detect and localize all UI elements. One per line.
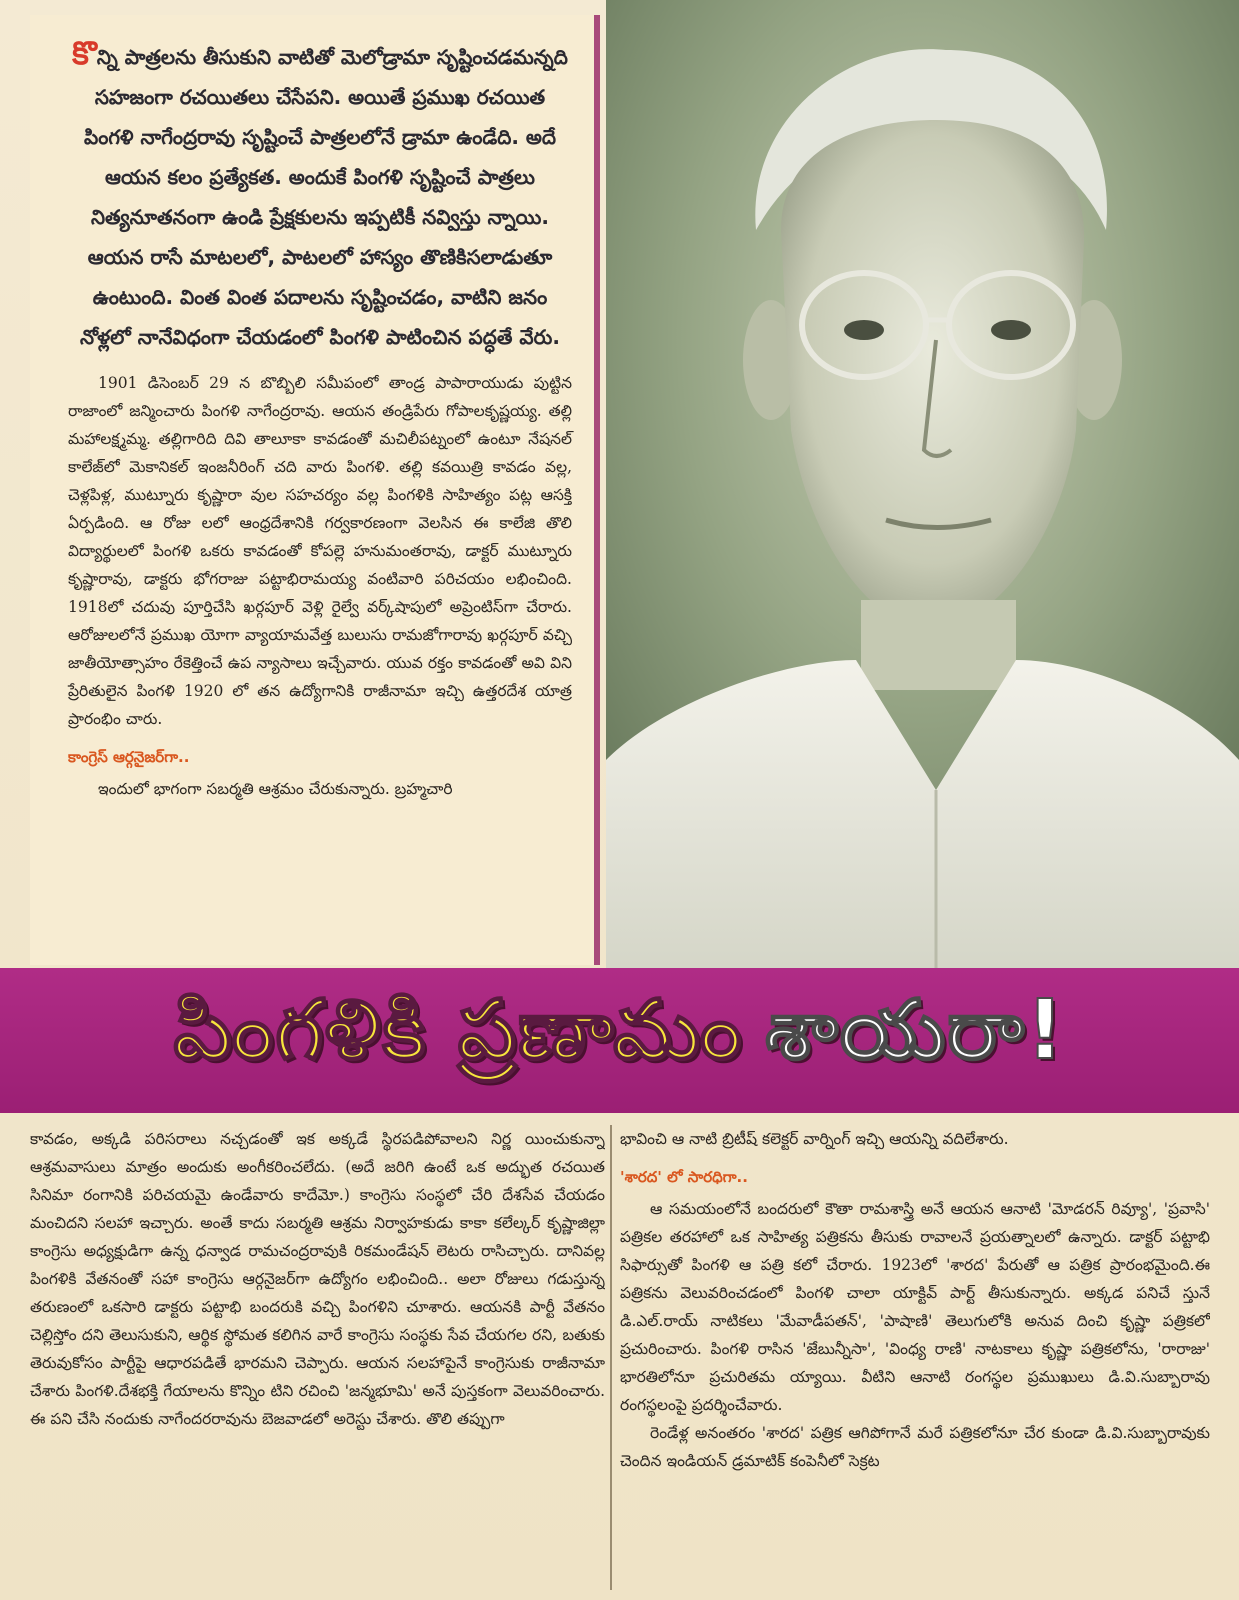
bottom-left-column bbox=[30, 1125, 605, 1595]
title-banner bbox=[0, 968, 1239, 1113]
intro-column bbox=[30, 15, 600, 965]
intro-paragraph-2: ఇందులో భాగంగా సబర్మతి ఆశ్రమం చేరుకున్నారు. బ్రహ్మచారి bbox=[98, 780, 453, 798]
right-column-paragraph-2: రెండేళ్ల అనంతరం 'శారద' పత్రిక ఆగిపోగానే మరే పత్రికలోనూ చేర కుండా డి.వి.సుబ్బారావుకు చెందిన ఇండియన్ డ్రమాటిక్ కంపెనీలో సెక్రట bbox=[620, 1424, 1210, 1470]
column-divider bbox=[610, 1125, 612, 1590]
subhead-congress: కాంగ్రెస్ ఆర్గనైజర్‌గా.. bbox=[68, 748, 190, 766]
left-column-paragraph: కావడం, అక్కడి పరిసరాలు నచ్చడంతో ఇక అక్కడే స్థిరపడిపోవాలని నిర్ణ యించుకున్నా ఆశ్రమవాసులు మాత్రం అందుకు అంగీకరించలేదు. (అదే జరిగి ఉంటే ఒక అద్భుత రచయిత సినిమా రంగానికి పరిచయమై ఉండేవారు కాదేమో.) కాంగ్రెసు సంస్థలో చేరి దేశసేవ చేయడం మంచిదని సలహా ఇచ్చారు. అంతే కాదు సబర్మతి ఆశ్రమ నిర్వాహకుడు కాకా కలేల్కర్ కృష్ణాజిల్లా కాంగ్రెసు అధ్యక్షుడిగా ఉన్న ధన్వాడ రామచంద్రరావుకి రికమండేషన్ లెటరు రాసిచ్చారు. దానివల్ల పింగళికి వేతనంతో సహా కాంగ్రెసు ఆర్గనైజర్‌గా ఉద్యోగం లభించింది.. అలా రోజులు గడుస్తున్న తరుణంలో ఒకసారి డాక్టరు పట్టాభి బందరుకి వచ్చి పింగళిని చూశారు. ఆయనకి పార్టీ వేతనం చెల్లిస్తోం దని తెలుసుకుని, ఆర్థిక స్థోమత కలిగిన వారే కాంగ్రెసు సంస్థకు సేవ చేయగల రని, బతుకు తెరువుకోసం పార్టీపై ఆధారపడితే భారమని చెప్పారు. ఆయన సలహాపైనే కాంగ్రెసుకు రాజీనామా చేశారు పింగళి.దేశభక్తి గేయాలను కొన్నిం టిని రచించి 'జన్మభూమి' అనే పుస్తకంగా వెలువరించారు. ఈ పని చేసి నందుకు నాగేందరరావును బెజవాడలో అరెస్టు చేశారు. తొలి తప్పుగా bbox=[30, 1130, 605, 1428]
headline-part-2: శాయరా! bbox=[765, 983, 1066, 1078]
headline bbox=[173, 983, 1065, 1098]
intro-paragraph-1: 1901 డిసెంబర్ 29 న బొబ్బిలి సమీపంలో తాండ్ర పాపారాయుడు పుట్టిన రాజాంలో జన్మించారు పింగళి నాగేంద్రరావు. ఆయన తండ్రిపేరు గోపాలకృష్ణయ్య. తల్లి మహాలక్ష్మమ్మ. తల్లిగారిది దివి తాలూకా కావడంతో మచిలీపట్నంలో ఉంటూ నేషనల్ కాలేజ్‌లో మెకానికల్ ఇంజనీరింగ్ చది వారు పింగళి. తల్లి కవయిత్రి కావడం వల్ల, చెళ్లపిళ్ల, ముట్నూరు కృష్ణారా వుల సహచర్యం వల్ల పింగళికి సాహిత్యం పట్ల ఆసక్తి ఏర్పడింది. ఆ రోజు లలో ఆంధ్రదేశానికి గర్వకారణంగా వెలసిన ఈ కాలేజి తొలి విద్యార్థులలో పింగళి ఒకరు కావడంతో కోపల్లె హనుమంతరావు, డాక్టర్ ముట్నూరు కృష్ణారావు, డాక్టరు భోగరాజు పట్టాభిరామయ్య వంటివారి పరిచయం లభించింది. 1918లో చదువు పూర్తిచేసి ఖర్గపూర్ వెళ్లి రైల్వే వర్క్‌షాపులో అప్రెంటిస్‌గా చేరారు. ఆరోజులలోనే ప్రముఖ యోగా వ్యాయామవేత్త బులుసు రామజోగారావు ఖర్గపూర్ వచ్చి జాతీయోత్సాహం రేకెత్తించే ఉప న్యాసాలు ఇచ్చేవారు. యువ రక్తం కావడంతో అవి విని ప్రేరితులైన పింగళి 1920 లో తన ఉద్యోగానికి రాజీనామా ఇచ్చి ఉత్తరదేశ యాత్ర ప్రారంభిం చారు. bbox=[68, 374, 572, 728]
right-column-paragraph-1: ఆ సమయంలోనే బందరులో కౌతా రామశాస్త్రి అనే ఆయన ఆనాటి 'మోడరన్ రివ్యూ', 'ప్రవాసి' పత్రికల తరహాలో ఒక సాహిత్య పత్రికను తీసుకు రావాలనే ప్రయత్నాలలో ఉన్నారు. డాక్టర్ పట్టాభి సిఫార్సుతో పింగళి ఆ పత్రి కలో చేరారు. 1923లో 'శారద' పేరుతో ఆ పత్రిక ప్రారంభమైంది.ఈ పత్రికను వెలువరించడంలో పింగళి చాలా యాక్టివ్ పార్ట్ తీసుకున్నారు. అక్కడ పనిచే స్తునే డి.ఎల్.రాయ్ నాటికలు 'మేవాడీపతన్', 'పాషాణి' తెలుగులోకి అనువ దించి కృష్ణా పత్రికలో ప్రచురించారు. పింగళి రాసిన 'జేబున్నీసా', 'వింధ్య రాణి' నాటకాలు కృష్ణా పత్రికలోను, 'రారాజు' భారతిలోనూ ప్రచురితమ య్యాయి. వీటిని ఆనాటి రంగస్థల ప్రముఖులు డి.వి.సుబ్బారావు రంగస్థలంపై ప్రదర్శించేవారు. bbox=[620, 1200, 1210, 1414]
subhead-sharada: 'శారద' లో సారధిగా.. bbox=[620, 1168, 748, 1186]
bottom-right-column bbox=[620, 1125, 1210, 1595]
portrait-photo bbox=[606, 0, 1239, 968]
headline-part-1: పింగళికి ప్రణామం bbox=[173, 983, 744, 1078]
drop-cap: కొ bbox=[72, 34, 97, 72]
intro-body bbox=[68, 369, 572, 803]
lead-text: న్ని పాత్రలను తీసుకుని వాటితో మెలోడ్రామా సృష్టించడమన్నది సహజంగా రచయితలు చేసేపని. అయితే ప్రముఖ రచయిత పింగళి నాగేంద్రరావు సృష్టించే పాత్రలలోనే డ్రామా ఉండేది. అదే ఆయన కలం ప్రత్యేకత. అందుకే పింగళి సృష్టించే పాత్రలు నిత్యనూతనంగా ఉండి ప్రేక్షకులను ఇప్పటికీ నవ్విస్తు న్నాయి. ఆయన రాసే మాటలలో, పాటలలో హాస్యం తొణికిసలాడుతూ ఉంటుంది. వింత వింత పదాలను సృష్టించడం, వాటిని జనం నోళ్లలో నానేవిధంగా చేయడంలో పింగళి పాటించిన పద్ధతే వేరు. bbox=[80, 45, 568, 349]
right-column-paragraph-top: భావించి ఆ నాటి బ్రిటీష్ కలెక్టర్ వార్నింగ్ ఇచ్చి ఆయన్ని వదిలేశారు. bbox=[620, 1130, 1009, 1148]
lead-paragraph bbox=[68, 33, 572, 357]
portrait-illustration bbox=[606, 0, 1239, 968]
